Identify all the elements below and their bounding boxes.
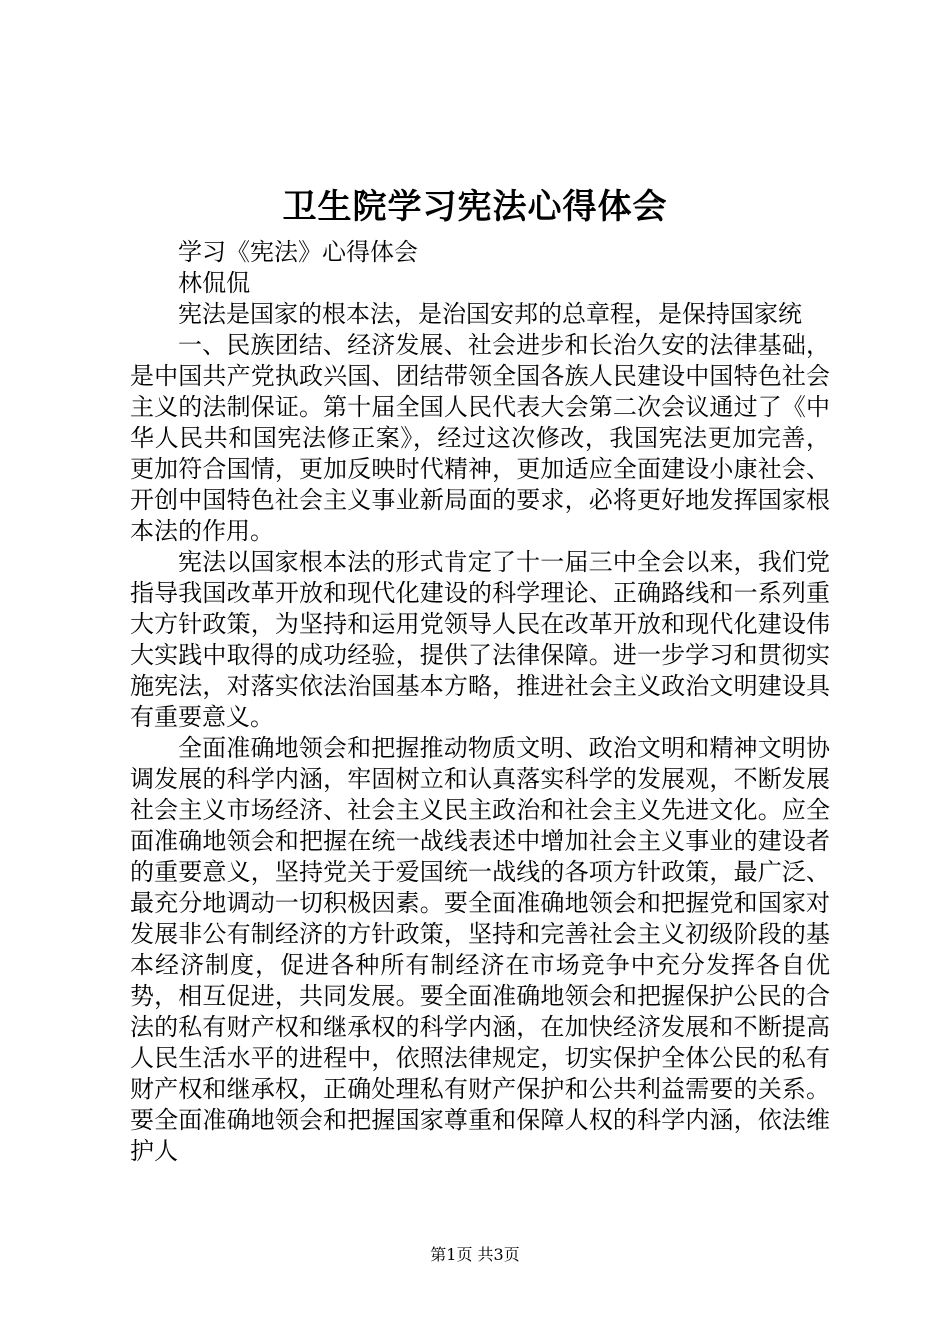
subtitle-paragraph: 学习《宪法》心得体会 bbox=[178, 238, 418, 266]
body-paragraph: 一、民族团结、经济发展、社会进步和长治久安的法律基础，是中国共产党执政兴国、团结带领全国各族人民建设中国特色社会主义的法制保证。第十届全国人民代表大会第二次会议通过了《中华人民共和国宪法修正案》，经过这次修改，我国宪法更加完善，更加符合国情，更加反映时代精神，更加适应全面建设小康社会、开创中国特色社会主义事业新局面的要求，必将更好地发挥国家根本法的作用。 bbox=[130, 331, 830, 545]
document-body bbox=[130, 237, 830, 1167]
page-number-footer: 第1页 共3页 bbox=[430, 1245, 520, 1264]
body-paragraph: 宪法以国家根本法的形式肯定了十一届三中全会以来，我们党指导我国改革开放和现代化建设的科学理论、正确路线和一系列重大方针政策，为坚持和运用党领导人民在改革开放和现代化建设伟大实践中取得的成功经验，提供了法律保障。进一步学习和贯彻实施宪法，对落实依法治国基本方略，推进社会主义政治文明建设具有重要意义。 bbox=[130, 548, 830, 731]
document-title: 卫生院学习宪法心得体会 bbox=[282, 187, 668, 227]
body-paragraph: 宪法是国家的根本法，是治国安邦的总章程，是保持国家统 bbox=[178, 300, 802, 328]
author-paragraph: 林侃侃 bbox=[178, 269, 250, 297]
body-paragraph: 全面准确地领会和把握推动物质文明、政治文明和精神文明协调发展的科学内涵，牢固树立和认真落实科学的发展观，不断发展社会主义市场经济、社会主义民主政治和社会主义先进文化。应全面准确地领会和把握在统一战线表述中增加社会主义事业的建设者的重要意义，坚持党关于爱国统一战线的各项方针政策，最广泛、最充分地调动一切积极因素。要全面准确地领会和把握党和国家对发展非公有制经济的方针政策，坚持和完善社会主义初级阶段的基本经济制度，促进各种所有制经济在市场竞争中充分发挥各自优势，相互促进，共同发展。要全面准确地领会和把握保护公民的合法的私有财产权和继承权的科学内涵，在加快经济发展和不断提高人民生活水平的进程中，依照法律规定，切实保护全体公民的私有财产权和继承权，正确处理私有财产保护和公共利益需要的关系。要全面准确地领会和把握国家尊重和保障人权的科学内涵，依法维护人 bbox=[130, 734, 830, 1165]
